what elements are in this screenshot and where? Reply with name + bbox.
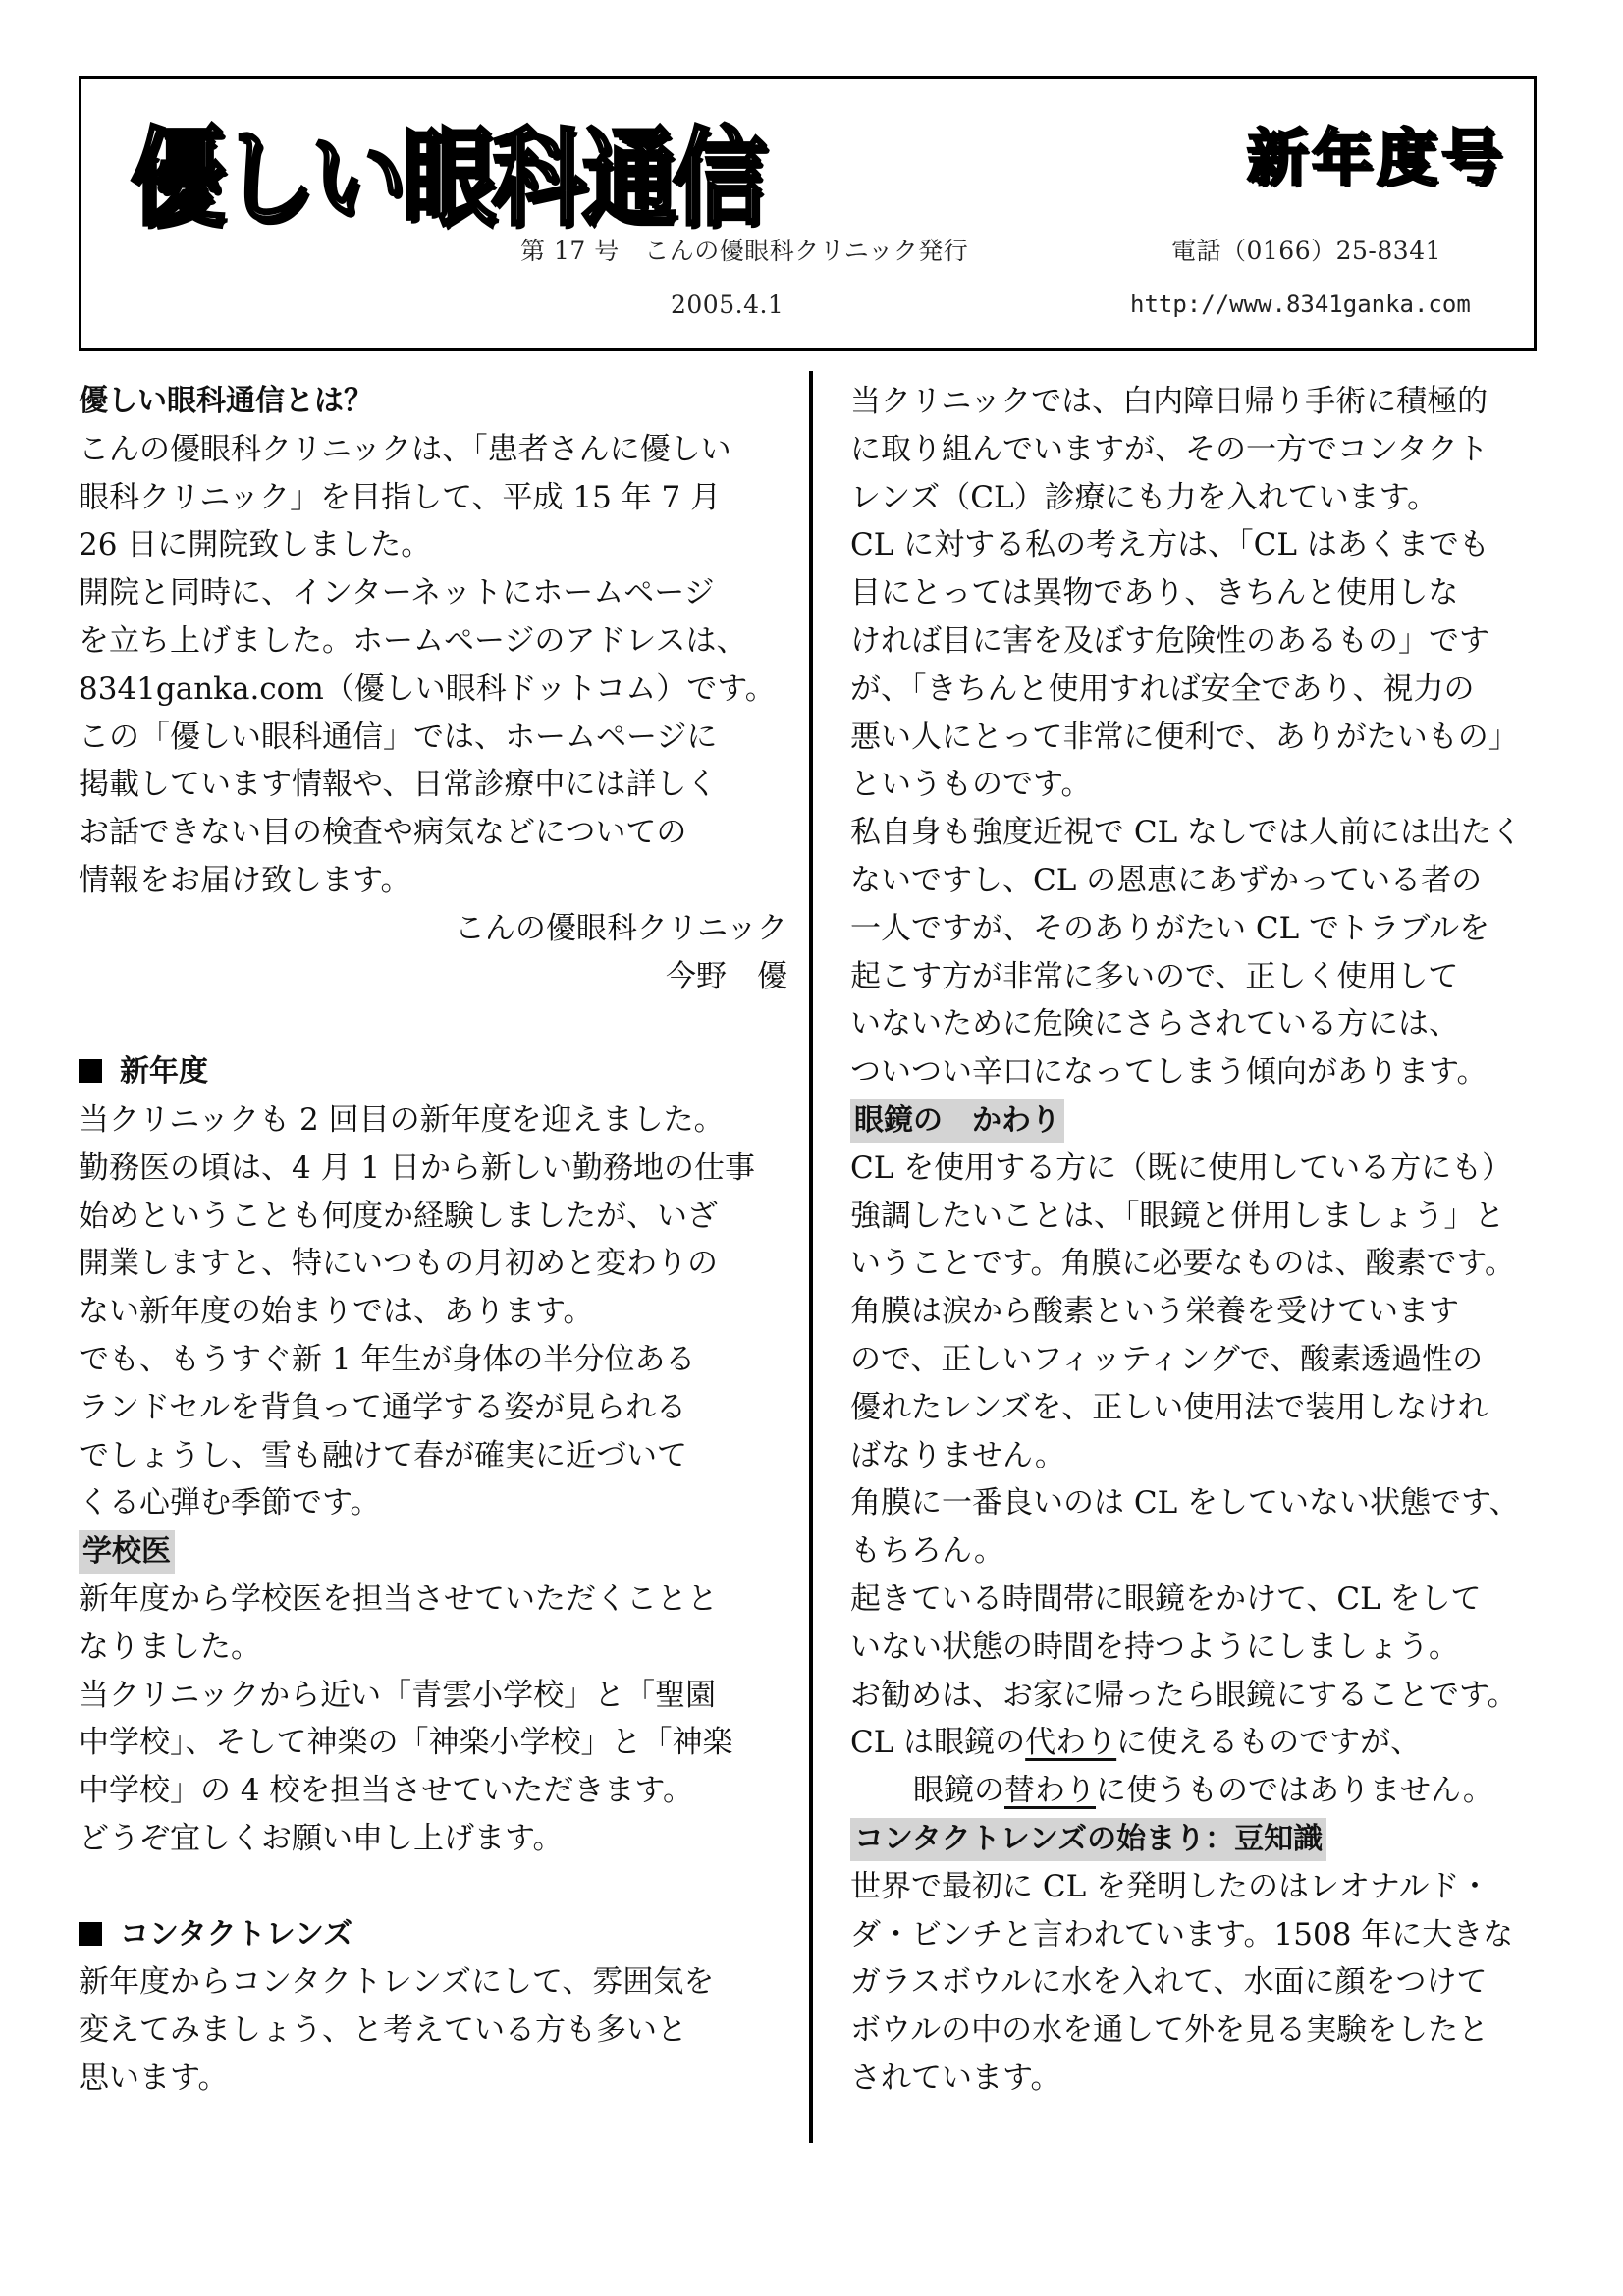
paragraph-line: 起こす方が非常に多いので、正しく使用して — [850, 958, 1459, 994]
website-url[interactable]: http://www.8341ganka.com — [1130, 291, 1471, 318]
paragraph-line: いない状態の時間を持つようにしましょう。 — [850, 1629, 1459, 1665]
paragraph-line: ない新年度の始まりでは、あります。 — [79, 1294, 594, 1330]
paragraph-line: 勤務医の頃は、4 月 1 日から新しい勤務地の仕事 — [79, 1149, 756, 1186]
paragraph-line: 当クリニックも 2 回目の新年度を迎えました。 — [79, 1101, 725, 1138]
square-bullet-icon — [79, 1922, 102, 1946]
underlined-term-kawari: 替わり — [1004, 1773, 1096, 1809]
paragraph-line: レンズ（CL）診療にも力を入れています。 — [850, 479, 1438, 515]
section-heading-new-year: 新年度 — [79, 1048, 787, 1096]
paragraph-line: この「優しい眼科通信」では、ホームページに — [79, 719, 718, 755]
paragraph-line: 開院と同時に、インターネットにホームページ — [79, 575, 715, 612]
paragraph-line: CL を使用する方に（既に使用している方にも） — [850, 1149, 1513, 1186]
paragraph-line: ダ・ビンチと言われています。1508 年に大きな — [850, 1916, 1514, 1952]
paragraph-line: 角膜は涙から酸素という栄養を受けています — [850, 1294, 1459, 1330]
column-divider — [809, 371, 813, 2143]
paragraph-line: 中学校」の 4 校を担当させていただきます。 — [79, 1773, 693, 1809]
left-column — [79, 378, 787, 2103]
paragraph-line: 開業しますと、特にいつもの月初めと変わりの — [79, 1246, 718, 1282]
subheading-school-doctor: 学校医 — [79, 1530, 175, 1574]
paragraph-line: お勧めは、お家に帰ったら眼鏡にすることです。 — [850, 1677, 1518, 1713]
subheading-glasses-substitute: 眼鏡の かわり — [850, 1099, 1064, 1143]
phone-number: 電話（0166）25-8341 — [1171, 237, 1442, 265]
paragraph-line: いないために危険にさらされている方には、 — [850, 1006, 1459, 1042]
paragraph-line: なりました。 — [79, 1629, 261, 1665]
paragraph-line: ランドセルを背負って通学する姿が見られる — [79, 1389, 687, 1425]
paragraph-line: どうぞ宜しくお願い申し上げます。 — [79, 1820, 564, 1856]
publication-date: 2005.4.1 — [671, 291, 784, 319]
newsletter-title: 優しい眼科通信 — [131, 117, 763, 240]
paragraph-line: 悪い人にとって非常に便利で、ありがたいもの」 — [850, 719, 1519, 755]
square-bullet-icon — [79, 1059, 102, 1083]
paragraph-line: いうことです。角膜に必要なものは、酸素です。 — [850, 1246, 1516, 1282]
paragraph-line: 中学校」、そして神楽の「神楽小学校」と「神楽 — [79, 1725, 733, 1761]
emphasis-line-replacement: 眼鏡の替わりに使うものではありません。 — [913, 1773, 1493, 1809]
signature-name: 今野 優 — [666, 958, 787, 994]
paragraph-line: 8341ganka.com（優しい眼科ドットコム）です。 — [79, 670, 776, 707]
paragraph-line: 私自身も強度近視で CL なしでは人前には出たく — [850, 815, 1523, 851]
paragraph-line: 当クリニックから近い「青雲小学校」と「聖園 — [79, 1677, 717, 1713]
paragraph-line: ボウルの中の水を通して外を見る実験をしたと — [850, 2012, 1489, 2049]
paragraph-line: お話できない目の検査や病気などについての — [79, 815, 687, 851]
paragraph-line: 新年度から学校医を担当させていただくことと — [79, 1580, 718, 1617]
paragraph-line: 掲載しています情報や、日常診療中には詳しく — [79, 767, 718, 803]
paragraph-line: こんの優眼科クリニックは、「患者さんに優しい — [79, 431, 731, 467]
paragraph-line: CL に対する私の考え方は、「CL はあくまでも — [850, 527, 1489, 563]
paragraph-line: 変えてみましょう、と考えている方も多いと — [79, 2012, 687, 2049]
right-column — [850, 378, 1559, 2103]
paragraph-line: 26 日に開院致しました。 — [79, 527, 432, 563]
masthead — [79, 76, 1537, 351]
paragraph-line: くる心弾む季節です。 — [79, 1485, 381, 1522]
paragraph-line: ければ目に害を及ぼす危険性のあるもの」です — [850, 622, 1489, 659]
issue-tag: 新年度号 — [1246, 122, 1506, 193]
paragraph-line: 起きている時間帯に眼鏡をかけて、CL をして — [850, 1580, 1482, 1617]
paragraph-line: 当クリニックでは、白内障日帰り手術に積極的 — [850, 384, 1488, 419]
paragraph-line: 角膜に一番良いのは CL をしていない状態です、 — [850, 1485, 1520, 1522]
signature-clinic: こんの優眼科クリニック — [454, 910, 787, 946]
paragraph-line: ガラスボウルに水を入れて、水面に顔をつけて — [850, 1964, 1488, 2001]
paragraph-line: 始めということも何度か経験しましたが、いざ — [79, 1198, 718, 1234]
paragraph-line: ので、正しいフィッティングで、酸素透過性の — [850, 1341, 1484, 1377]
paragraph-line: 眼科クリニック」を目指して、平成 15 年 7 月 — [79, 479, 722, 515]
paragraph-line: 一人ですが、そのありがたい CL でトラブルを — [850, 910, 1490, 946]
paragraph-line: 強調したいことは、「眼鏡と併用しましょう」と — [850, 1198, 1505, 1234]
underlined-term-daiwari: 代わり — [1025, 1725, 1117, 1761]
paragraph-line: されています。 — [850, 2059, 1061, 2096]
paragraph-line: ばなりません。 — [850, 1437, 1065, 1473]
paragraph-line: が、「きちんと使用すれば安全であり、視力の — [850, 670, 1475, 707]
paragraph-line: でしょうし、雪も融けて春が確実に近づいて — [79, 1437, 687, 1473]
paragraph-line: 情報をお届け致します。 — [79, 862, 411, 898]
paragraph-line: 世界で最初に CL を発明したのはレオナルド・ — [850, 1868, 1490, 1904]
paragraph-line: 思います。 — [79, 2059, 229, 2096]
emphasis-line-substitute: CL は眼鏡の代わりに使えるものですが、 — [850, 1725, 1422, 1761]
subheading-cl-trivia: コンタクトレンズの始まり：豆知識 — [850, 1818, 1326, 1861]
issue-publisher-line: 第 17 号 こんの優眼科クリニック発行 — [520, 237, 969, 265]
paragraph-line: 新年度からコンタクトレンズにして、雰囲気を — [79, 1964, 715, 2001]
paragraph-line: ついつい辛口になってしまう傾向があります。 — [850, 1054, 1488, 1091]
paragraph-line: ないですし、CL の恩恵にあずかっている者の — [850, 862, 1483, 898]
paragraph-line: もちろん。 — [850, 1533, 1004, 1570]
paragraph-line: に取り組んでいますが、その一方でコンタクト — [850, 431, 1488, 467]
section-heading-contact-lens: コンタクトレンズ — [79, 1911, 787, 1959]
intro-heading: 優しい眼科通信とは？ — [79, 384, 373, 418]
paragraph-line: を立ち上げました。ホームページのアドレスは、 — [79, 622, 747, 659]
paragraph-line: でも、もうすぐ新 1 年生が身体の半分位ある — [79, 1341, 696, 1377]
paragraph-line: というものです。 — [850, 767, 1092, 803]
paragraph-line: 優れたレンズを、正しい使用法で装用しなけれ — [850, 1389, 1488, 1425]
paragraph-line: 目にとっては異物であり、きちんと使用しな — [850, 575, 1459, 612]
